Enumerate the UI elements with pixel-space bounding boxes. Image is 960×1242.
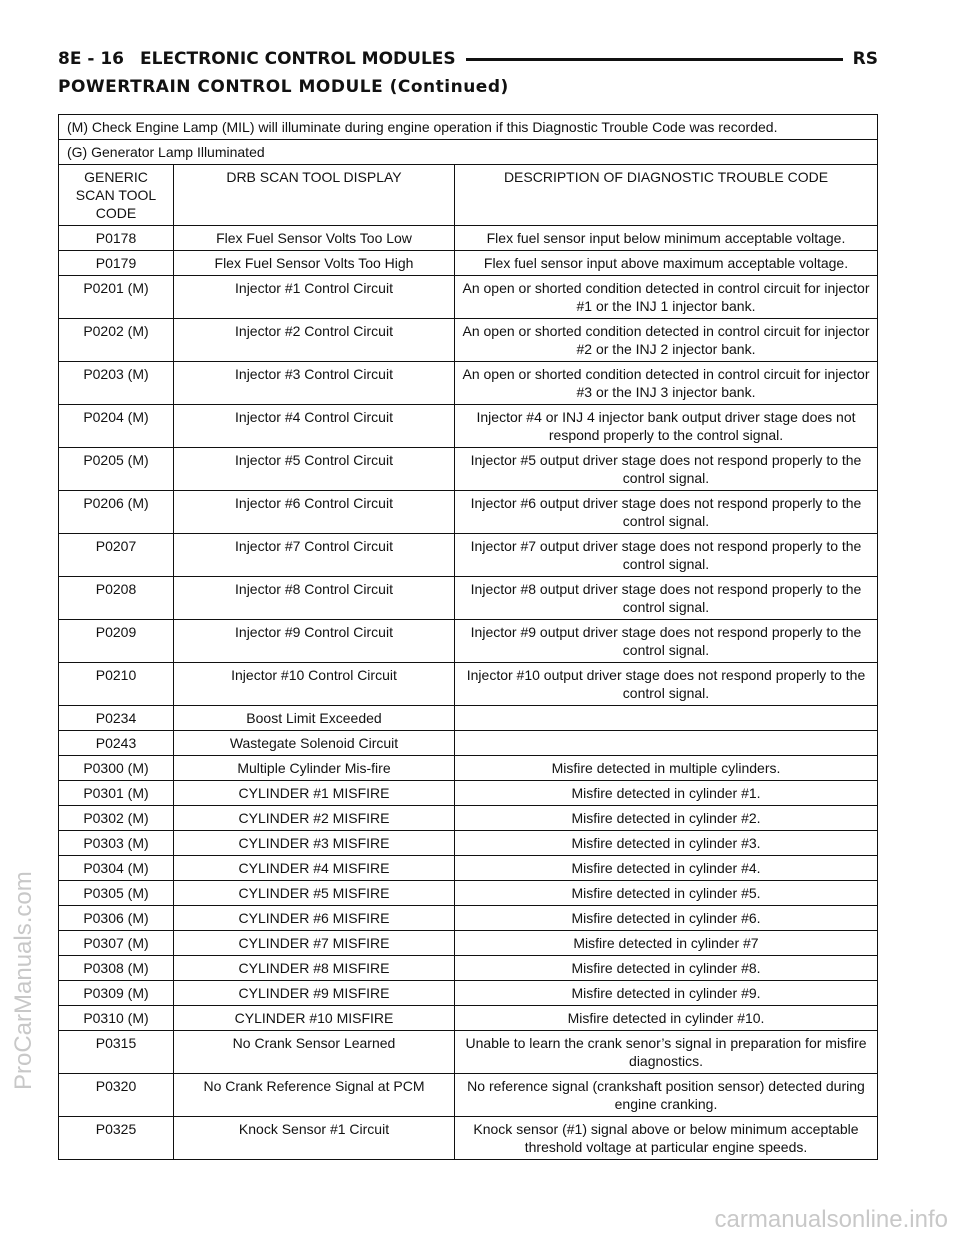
dtc-code-cell: P0202 (M) — [59, 319, 174, 362]
drb-display-cell: Multiple Cylinder Mis-fire — [174, 756, 455, 781]
dtc-table — [58, 114, 878, 1160]
dtc-code-cell: P0315 — [59, 1031, 174, 1074]
drb-display-cell: CYLINDER #8 MISFIRE — [174, 956, 455, 981]
dtc-code-cell: P0201 (M) — [59, 276, 174, 319]
dtc-code-cell: P0301 (M) — [59, 781, 174, 806]
dtc-code-cell: P0243 — [59, 731, 174, 756]
dtc-code-cell: P0206 (M) — [59, 491, 174, 534]
dtc-code-cell: P0179 — [59, 251, 174, 276]
dtc-code-cell: P0320 — [59, 1074, 174, 1117]
drb-display-cell: No Crank Reference Signal at PCM — [174, 1074, 455, 1117]
description-cell: Injector #6 output driver stage does not respond properly to the control signal. — [455, 491, 878, 534]
table-row — [59, 931, 878, 956]
description-cell: Misfire detected in cylinder #10. — [455, 1006, 878, 1031]
drb-display-cell: Flex Fuel Sensor Volts Too High — [174, 251, 455, 276]
description-cell: Injector #8 output driver stage does not respond properly to the control signal. — [455, 577, 878, 620]
description-cell: Misfire detected in multiple cylinders. — [455, 756, 878, 781]
description-cell: Injector #10 output driver stage does not respond properly to the control signal. — [455, 663, 878, 706]
model-code: RS — [852, 49, 878, 69]
table-row — [59, 491, 878, 534]
table-row — [59, 405, 878, 448]
description-cell: Misfire detected in cylinder #1. — [455, 781, 878, 806]
drb-display-cell: Injector #10 Control Circuit — [174, 663, 455, 706]
drb-display-cell: CYLINDER #3 MISFIRE — [174, 831, 455, 856]
generator-note: (G) Generator Lamp Illuminated — [59, 140, 878, 165]
description-cell: Misfire detected in cylinder #3. — [455, 831, 878, 856]
drb-display-cell: Injector #5 Control Circuit — [174, 448, 455, 491]
dtc-code-cell: P0305 (M) — [59, 881, 174, 906]
description-cell: An open or shorted condition detected in control circuit for injector #3 or the INJ 3 injector bank. — [455, 362, 878, 405]
drb-display-cell: Injector #4 Control Circuit — [174, 405, 455, 448]
table-row — [59, 856, 878, 881]
dtc-code-cell: P0303 (M) — [59, 831, 174, 856]
table-row — [59, 577, 878, 620]
mil-note: (M) Check Engine Lamp (MIL) will illuminate during engine operation if this Diagnostic Trouble Code was recorded. — [59, 115, 878, 140]
description-cell: Injector #4 or INJ 4 injector bank output driver stage does not respond properly to the control signal. — [455, 405, 878, 448]
description-cell: An open or shorted condition detected in control circuit for injector #1 or the INJ 1 injector bank. — [455, 276, 878, 319]
note-row — [59, 140, 878, 165]
dtc-code-cell: P0208 — [59, 577, 174, 620]
drb-display-cell: CYLINDER #6 MISFIRE — [174, 906, 455, 931]
description-cell: No reference signal (crankshaft position sensor) detected during engine cranking. — [455, 1074, 878, 1117]
description-cell: Misfire detected in cylinder #8. — [455, 956, 878, 981]
table-row — [59, 663, 878, 706]
drb-display-cell: No Crank Sensor Learned — [174, 1031, 455, 1074]
description-cell: Flex fuel sensor input above maximum acceptable voltage. — [455, 251, 878, 276]
description-cell: Misfire detected in cylinder #9. — [455, 981, 878, 1006]
header-rule — [466, 58, 843, 61]
dtc-code-cell: P0306 (M) — [59, 906, 174, 931]
description-cell — [455, 731, 878, 756]
drb-display-cell: CYLINDER #7 MISFIRE — [174, 931, 455, 956]
page-header — [58, 46, 878, 72]
table-row — [59, 620, 878, 663]
description-cell: Injector #7 output driver stage does not respond properly to the control signal. — [455, 534, 878, 577]
table-row — [59, 906, 878, 931]
description-cell: Misfire detected in cylinder #4. — [455, 856, 878, 881]
drb-display-cell: CYLINDER #2 MISFIRE — [174, 806, 455, 831]
table-row — [59, 706, 878, 731]
table-row — [59, 956, 878, 981]
description-cell: Unable to learn the crank senor’s signal in preparation for misfire diagnostics. — [455, 1031, 878, 1074]
section-title: ELECTRONIC CONTROL MODULES — [140, 49, 456, 69]
dtc-code-cell: P0307 (M) — [59, 931, 174, 956]
table-row — [59, 881, 878, 906]
description-cell: Injector #9 output driver stage does not respond properly to the control signal. — [455, 620, 878, 663]
table-row — [59, 831, 878, 856]
description-cell — [455, 706, 878, 731]
table-row — [59, 362, 878, 405]
dtc-code-cell: P0300 (M) — [59, 756, 174, 781]
drb-display-cell: Injector #8 Control Circuit — [174, 577, 455, 620]
table-row — [59, 448, 878, 491]
dtc-code-cell: P0309 (M) — [59, 981, 174, 1006]
table-row — [59, 226, 878, 251]
page-number: 8E - 16 — [58, 49, 124, 69]
drb-display-cell: CYLINDER #10 MISFIRE — [174, 1006, 455, 1031]
dtc-code-cell: P0234 — [59, 706, 174, 731]
table-row — [59, 756, 878, 781]
table-row — [59, 1074, 878, 1117]
header-row — [59, 165, 878, 226]
dtc-code-cell: P0325 — [59, 1117, 174, 1160]
dtc-code-cell: P0209 — [59, 620, 174, 663]
table-row — [59, 1006, 878, 1031]
table-row — [59, 731, 878, 756]
table-row — [59, 534, 878, 577]
description-cell: Injector #5 output driver stage does not respond properly to the control signal. — [455, 448, 878, 491]
bottom-watermark: carmanualsonline.info — [714, 1206, 948, 1233]
drb-display-cell: CYLINDER #5 MISFIRE — [174, 881, 455, 906]
drb-display-cell: CYLINDER #4 MISFIRE — [174, 856, 455, 881]
drb-display-cell: Boost Limit Exceeded — [174, 706, 455, 731]
table-row — [59, 276, 878, 319]
description-cell: Misfire detected in cylinder #6. — [455, 906, 878, 931]
drb-display-cell: Wastegate Solenoid Circuit — [174, 731, 455, 756]
drb-display-cell: Injector #3 Control Circuit — [174, 362, 455, 405]
drb-display-cell: CYLINDER #9 MISFIRE — [174, 981, 455, 1006]
drb-display-cell: Injector #7 Control Circuit — [174, 534, 455, 577]
table-row — [59, 1031, 878, 1074]
page-subtitle: POWERTRAIN CONTROL MODULE (Continued) — [58, 77, 509, 97]
drb-display-cell: Injector #6 Control Circuit — [174, 491, 455, 534]
dtc-code-cell: P0308 (M) — [59, 956, 174, 981]
dtc-code-cell: P0210 — [59, 663, 174, 706]
description-cell: An open or shorted condition detected in control circuit for injector #2 or the INJ 2 injector bank. — [455, 319, 878, 362]
description-cell: Misfire detected in cylinder #2. — [455, 806, 878, 831]
dtc-code-cell: P0310 (M) — [59, 1006, 174, 1031]
dtc-code-cell: P0207 — [59, 534, 174, 577]
dtc-code-cell: P0203 (M) — [59, 362, 174, 405]
table-row — [59, 251, 878, 276]
description-cell: Flex fuel sensor input below minimum acceptable voltage. — [455, 226, 878, 251]
column-header-description: DESCRIPTION OF DIAGNOSTIC TROUBLE CODE — [455, 165, 878, 226]
dtc-code-cell: P0204 (M) — [59, 405, 174, 448]
table-row — [59, 1117, 878, 1160]
dtc-code-cell: P0205 (M) — [59, 448, 174, 491]
table-row — [59, 806, 878, 831]
side-watermark: ProCarManuals.com — [10, 871, 37, 1090]
table-row — [59, 981, 878, 1006]
note-row — [59, 115, 878, 140]
drb-display-cell: Knock Sensor #1 Circuit — [174, 1117, 455, 1160]
drb-display-cell: Flex Fuel Sensor Volts Too Low — [174, 226, 455, 251]
description-cell: Misfire detected in cylinder #5. — [455, 881, 878, 906]
drb-display-cell: Injector #1 Control Circuit — [174, 276, 455, 319]
description-cell: Misfire detected in cylinder #7 — [455, 931, 878, 956]
dtc-code-cell: P0304 (M) — [59, 856, 174, 881]
description-cell: Knock sensor (#1) signal above or below minimum acceptable threshold voltage at particular engine speeds. — [455, 1117, 878, 1160]
table-row — [59, 781, 878, 806]
column-header-code: GENERIC SCAN TOOL CODE — [59, 165, 174, 226]
table-row — [59, 319, 878, 362]
column-header-display: DRB SCAN TOOL DISPLAY — [174, 165, 455, 226]
dtc-code-cell: P0178 — [59, 226, 174, 251]
dtc-code-cell: P0302 (M) — [59, 806, 174, 831]
drb-display-cell: Injector #9 Control Circuit — [174, 620, 455, 663]
drb-display-cell: Injector #2 Control Circuit — [174, 319, 455, 362]
drb-display-cell: CYLINDER #1 MISFIRE — [174, 781, 455, 806]
